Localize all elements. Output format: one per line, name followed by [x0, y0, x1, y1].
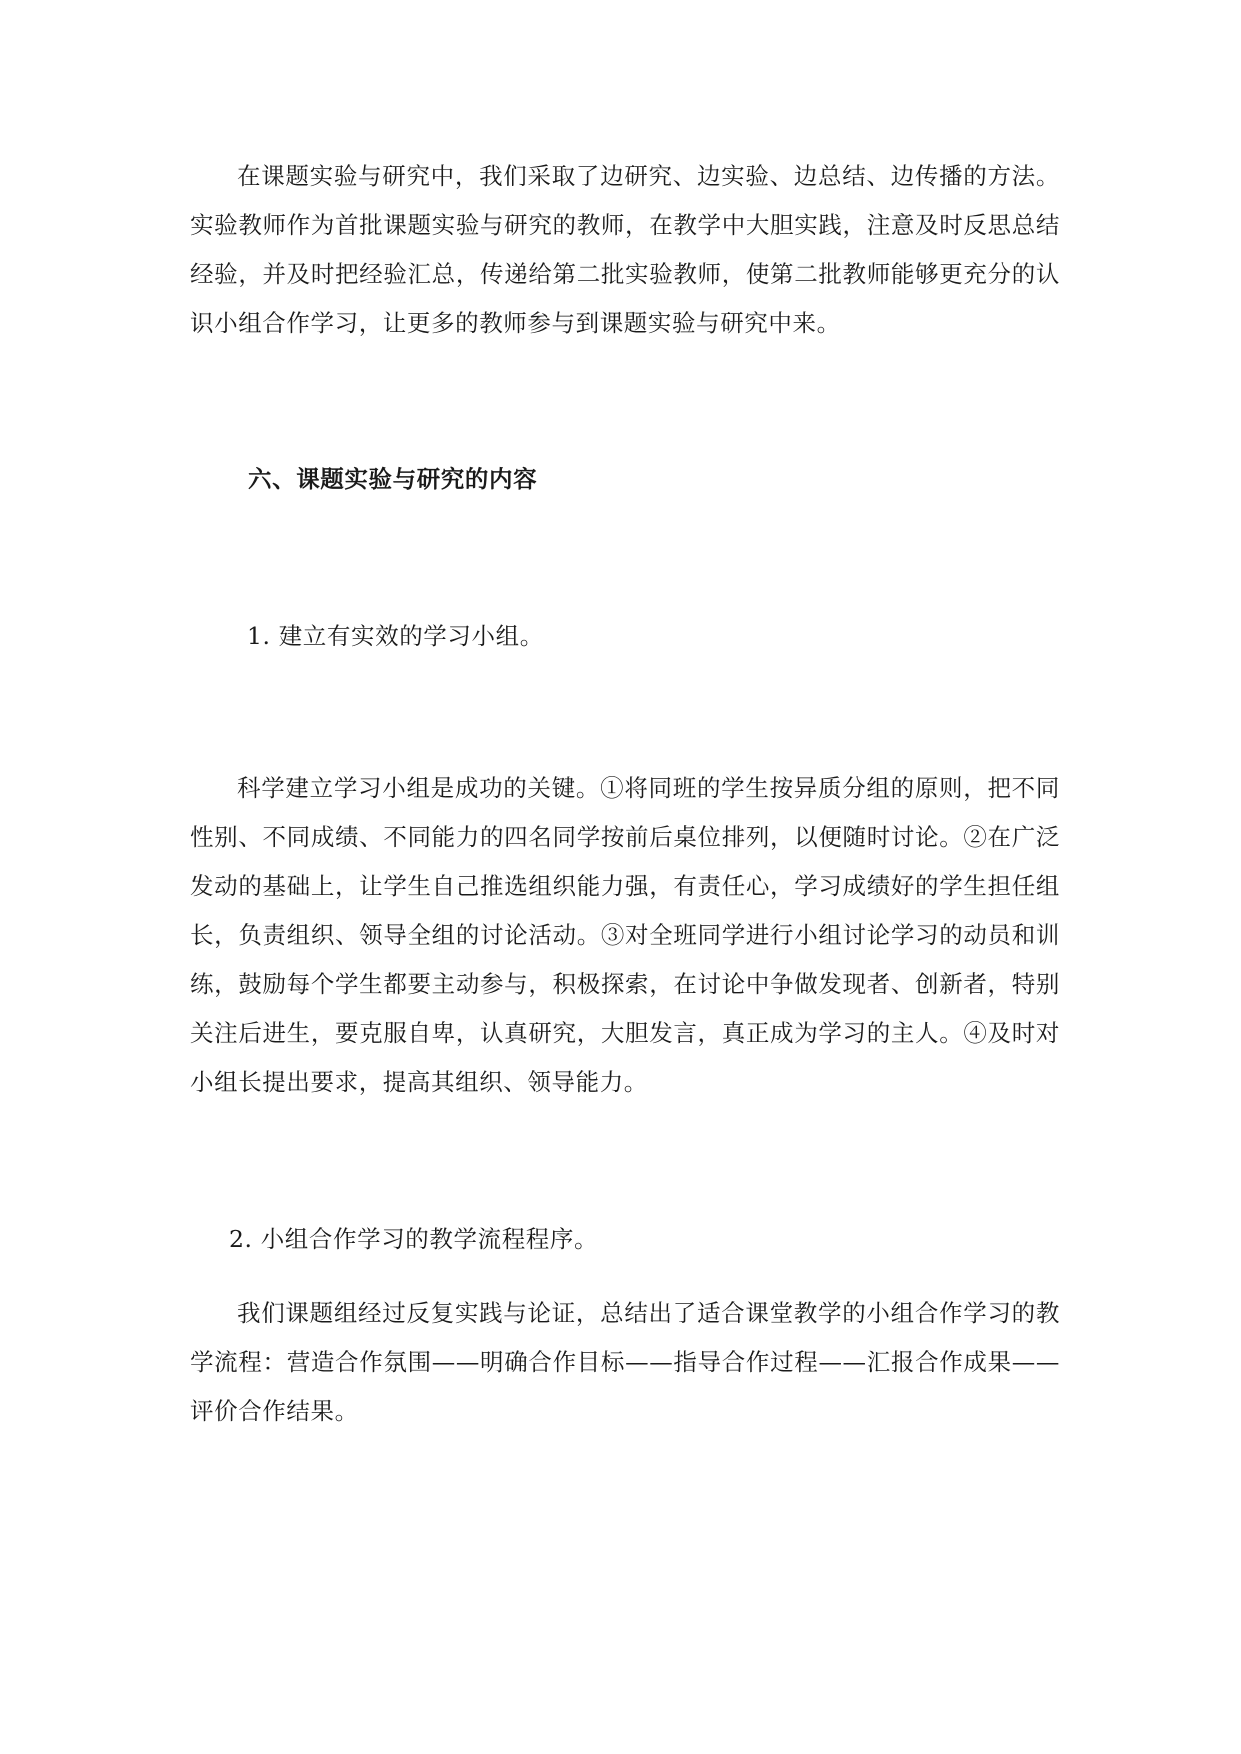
body-paragraph-process: 我们课题组经过反复实践与论证，总结出了适合课堂教学的小组合作学习的教学流程：营造合作氛围——明确合作目标——指导合作过程——汇报合作成果——评价合作结果。 [190, 1299, 1060, 1425]
body-paragraph-method: 在课题实验与研究中，我们采取了边研究、边实验、边总结、边传播的方法。实验教师作为首批课题实验与研究的教师，在教学中大胆实践，注意及时反思总结经验，并及时把经验汇总，传递给第二批实验教师，使第二批教师能够更充分的认识小组合作学习，让更多的教师参与到课题实验与研究中来。 [190, 162, 1060, 337]
subheading-teaching-process: 2. 小组合作学习的教学流程程序。 [229, 1225, 599, 1253]
body-paragraph-groups: 科学建立学习小组是成功的关键。①将同班的学生按异质分组的原则，把不同性别、不同成绩、不同能力的四名同学按前后桌位排列，以便随时讨论。②在广泛发动的基础上，让学生自己推选组织能力强，有责任心，学习成绩好的学生担任组长，负责组织、领导全组的讨论活动。③对全班同学进行小组讨论学习的动员和训练，鼓励每个学生都要主动参与，积极探索，在讨论中争做发现者、创新者，特别关注后进生，要克服自卑，认真研究，大胆发言，真正成为学习的主人。④及时对小组长提出要求，提高其组织、领导能力。 [190, 774, 1060, 1096]
subheading-learning-groups: 1. 建立有实效的学习小组。 [247, 622, 544, 650]
section-heading: 六、课题实验与研究的内容 [248, 465, 538, 493]
